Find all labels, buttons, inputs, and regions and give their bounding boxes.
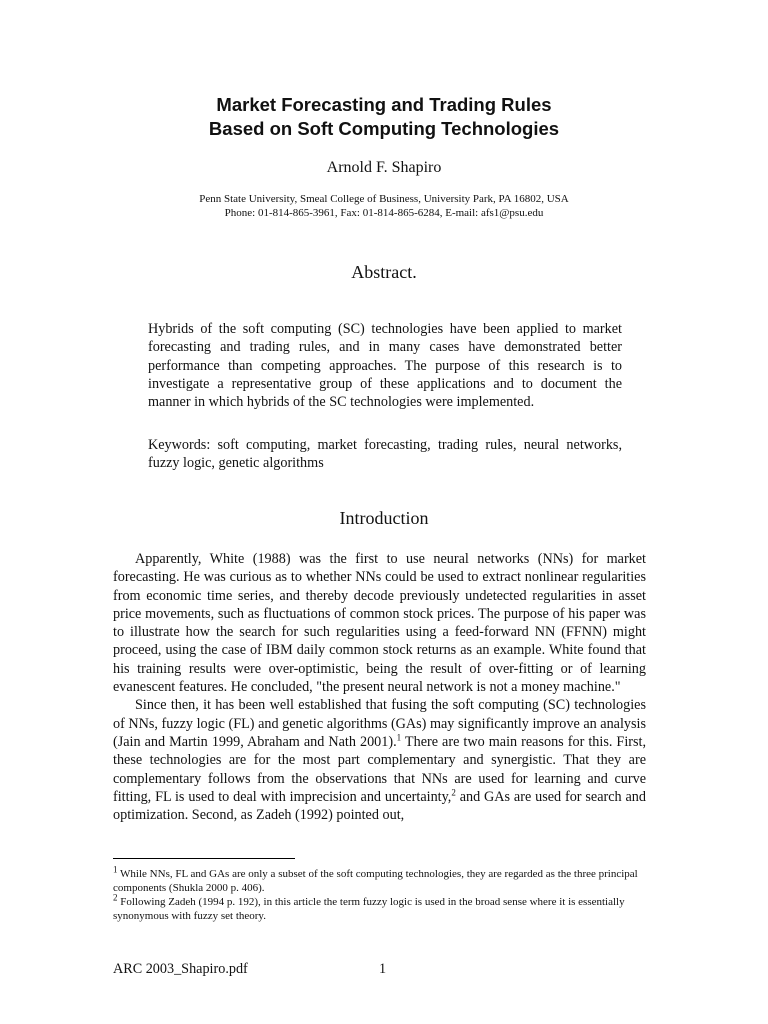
footnote-ref-2[interactable]: 2: [451, 787, 456, 798]
introduction-body: [113, 550, 646, 824]
keywords: Keywords: soft computing, market forecasting, trading rules, neural networks, fuzzy logic, genetic algorithms: [148, 437, 622, 472]
abstract-heading: Abstract.: [351, 262, 417, 282]
paper-title-line-1: Market Forecasting and Trading Rules: [216, 94, 552, 115]
paragraph-2-part-b: There are two main reasons for this. First, these technologies are for the most part complementary and synergistic. That they are complementary follows from the observations that NNs are used for learning and curve fitting, FL is used to deal with imprecision and uncertainty,: [113, 733, 647, 805]
affiliation-address: Penn State University, Smeal College of Business, University Park, PA 16802, USA: [199, 193, 569, 205]
footnote-2-number: 2: [113, 892, 118, 903]
footnote-1-number: 1: [113, 864, 118, 875]
footnote-2: [113, 892, 646, 923]
footnote-2-text: Following Zadeh (1994 p. 192), in this article the term fuzzy logic is used in the broad sense where it is essentially synonymous with fuzzy set theory.: [113, 896, 625, 922]
footnote-divider: [113, 858, 295, 859]
paragraph-1: Apparently, White (1988) was the first to use neural networks (NNs) for market forecasting. He was curious as to whether NNs could be used to extract nonlinear regularities from economic time series, and thereby decode previously undetected regularities in asset price movements, such as fluctuations of common stock prices. The purpose of his paper was to illustrate how the search for such regularities using a feed-forward NN (FFNN) might proceed, using the case of IBM daily common stock returns as an example. White found that his training results were over-optimistic, being the result of over-fitting or of learning evanescent features. He concluded, "the present neural network is not a money machine.": [113, 551, 646, 696]
paragraph-2-part-c: and GAs are used for search and optimization. Second, as Zadeh (1992) pointed out,: [113, 788, 646, 824]
footnote-ref-1[interactable]: 1: [396, 732, 402, 743]
paper-title-line-2: Based on Soft Computing Technologies: [208, 118, 560, 139]
abstract-text: Hybrids of the soft computing (SC) technologies have been applied to market forecasting and trading rules, and in many cases have demonstrated better performance than competing approaches. The purpose of this research is to investigate a representative group of these applications and to document the manner in which hybrids of the SC technologies were implemented.: [148, 321, 622, 411]
introduction-heading: Introduction: [339, 508, 429, 528]
footer-page-number: 1: [379, 961, 387, 977]
affiliation: [0, 193, 768, 220]
footnotes: [113, 864, 646, 923]
affiliation-contact: Phone: 01-814-865-3961, Fax: 01-814-865-6284, E-mail: afs1@psu.edu: [224, 206, 544, 219]
footnote-1-text: While NNs, FL and GAs are only a subset of the soft computing technologies, they are regarded as the three principal components (Shukla 2000 p. 406).: [113, 868, 638, 894]
paragraph-2: [113, 696, 646, 824]
footnote-1: [113, 864, 646, 895]
footer-filename: ARC 2003_Shapiro.pdf: [113, 961, 248, 977]
paragraph-2-part-a: Since then, it has been well established that fusing the soft computing (SC) technologies of NNs, fuzzy logic (FL) and genetic algorithms (GAs) may significantly improve an analysis (Jain and Martin 1999, Abraham and Nath 2001).: [113, 697, 646, 750]
author-name: Arnold F. Shapiro: [326, 159, 442, 176]
